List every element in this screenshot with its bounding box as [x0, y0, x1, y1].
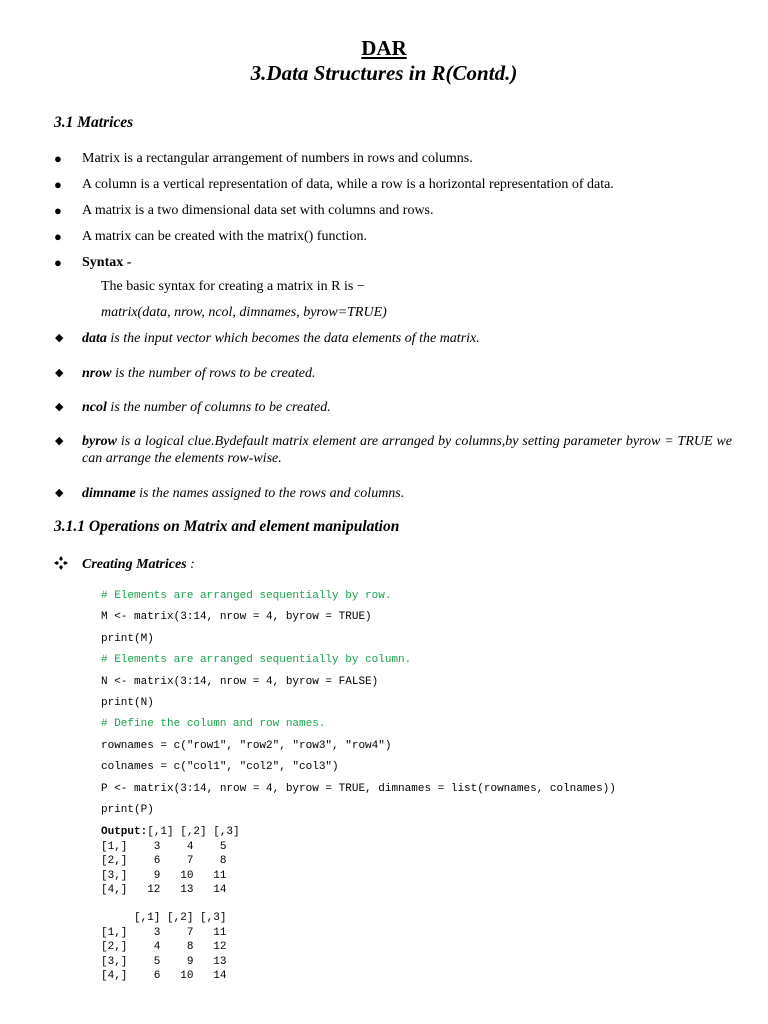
param-name: nrow — [82, 366, 112, 381]
code-comment: # Define the column and row names. — [101, 718, 326, 730]
param-desc: is the number of rows to be created. — [111, 366, 316, 381]
param-name: ncol — [82, 400, 107, 415]
bullet-dot-icon: ● — [54, 255, 62, 270]
code-line: M <- matrix(3:14, nrow = 4, byrow = TRUE) — [101, 611, 372, 623]
syntax-code: matrix(data, nrow, ncol, dimnames, byrow=TRUE) — [101, 305, 387, 320]
param-name: byrow — [82, 434, 117, 449]
list-item-text: A column is a vertical representation of data, while a row is a horizontal representation of data. — [82, 177, 614, 192]
code-line: print(P) — [101, 804, 154, 816]
param-desc: is the names assigned to the rows and columns. — [135, 486, 405, 501]
output-block-1 — [101, 825, 240, 898]
document-title: DAR — [361, 36, 407, 60]
param-desc: is the input vector which becomes the data elements of the matrix. — [106, 331, 480, 346]
code-line: print(N) — [101, 697, 154, 709]
code-comment: # Elements are arranged sequentially by row. — [101, 590, 392, 602]
param-name: data — [82, 331, 107, 346]
list-item-text: A matrix is a two dimensional data set with columns and rows. — [82, 203, 434, 218]
bullet-dot-icon: ● — [54, 203, 62, 218]
diamond-bullet-icon: ◆ — [55, 435, 64, 447]
four-diamond-bullet-icon — [54, 556, 68, 575]
subsection-heading: 3.1.1 Operations on Matrix and element manipulation — [54, 518, 400, 535]
code-line: rownames = c("row1", "row2", "row3", "row4") — [101, 740, 392, 752]
list-item-text: A matrix can be created with the matrix() function. — [82, 229, 367, 244]
document-subtitle: 3.Data Structures in R(Contd.) — [250, 61, 518, 85]
code-comment: # Elements are arranged sequentially by column. — [101, 654, 412, 666]
output-label: Output: — [101, 826, 148, 838]
param-name: dimname — [82, 486, 136, 501]
param-desc: is a logical clue.Bydefault matrix element are arranged by columns,by setting parameter byrow = TRUE we can arrange the elements row-wise. — [82, 434, 732, 466]
item-label: Creating Matrices — [82, 557, 187, 572]
list-item-text: Matrix is a rectangular arrangement of numbers in rows and columns. — [82, 151, 473, 166]
diamond-bullet-icon: ◆ — [55, 367, 64, 379]
syntax-label: Syntax - — [82, 255, 132, 270]
code-line: colnames = c("col1", "col2", "col3") — [101, 761, 339, 773]
bullet-dot-icon: ● — [54, 229, 62, 244]
code-line: N <- matrix(3:14, nrow = 4, byrow = FALSE) — [101, 676, 379, 688]
syntax-description: The basic syntax for creating a matrix in R is − — [101, 279, 365, 294]
output-matrix-2: [,1] [,2] [,3] [1,] 3 7 11 [2,] 4 8 12 [3,] 5 9 13 [4,] 6 10 14 — [101, 912, 227, 982]
diamond-bullet-icon: ◆ — [55, 332, 64, 344]
diamond-bullet-icon: ◆ — [55, 401, 64, 413]
code-line: print(M) — [101, 633, 154, 645]
diamond-bullet-icon: ◆ — [55, 487, 64, 499]
code-line: P <- matrix(3:14, nrow = 4, byrow = TRUE, dimnames = list(rownames, colnames)) — [101, 783, 616, 795]
bullet-dot-icon: ● — [54, 177, 62, 192]
param-desc: is the number of columns to be created. — [106, 400, 331, 415]
bullet-dot-icon: ● — [54, 151, 62, 166]
output-matrix-1: [,1] [,2] [,3] [1,] 3 4 5 [2,] 6 7 8 [3,] 9 10 11 [4,] 12 13 14 — [101, 826, 240, 896]
section-heading: 3.1 Matrices — [54, 114, 134, 131]
item-suffix: : — [186, 557, 195, 572]
